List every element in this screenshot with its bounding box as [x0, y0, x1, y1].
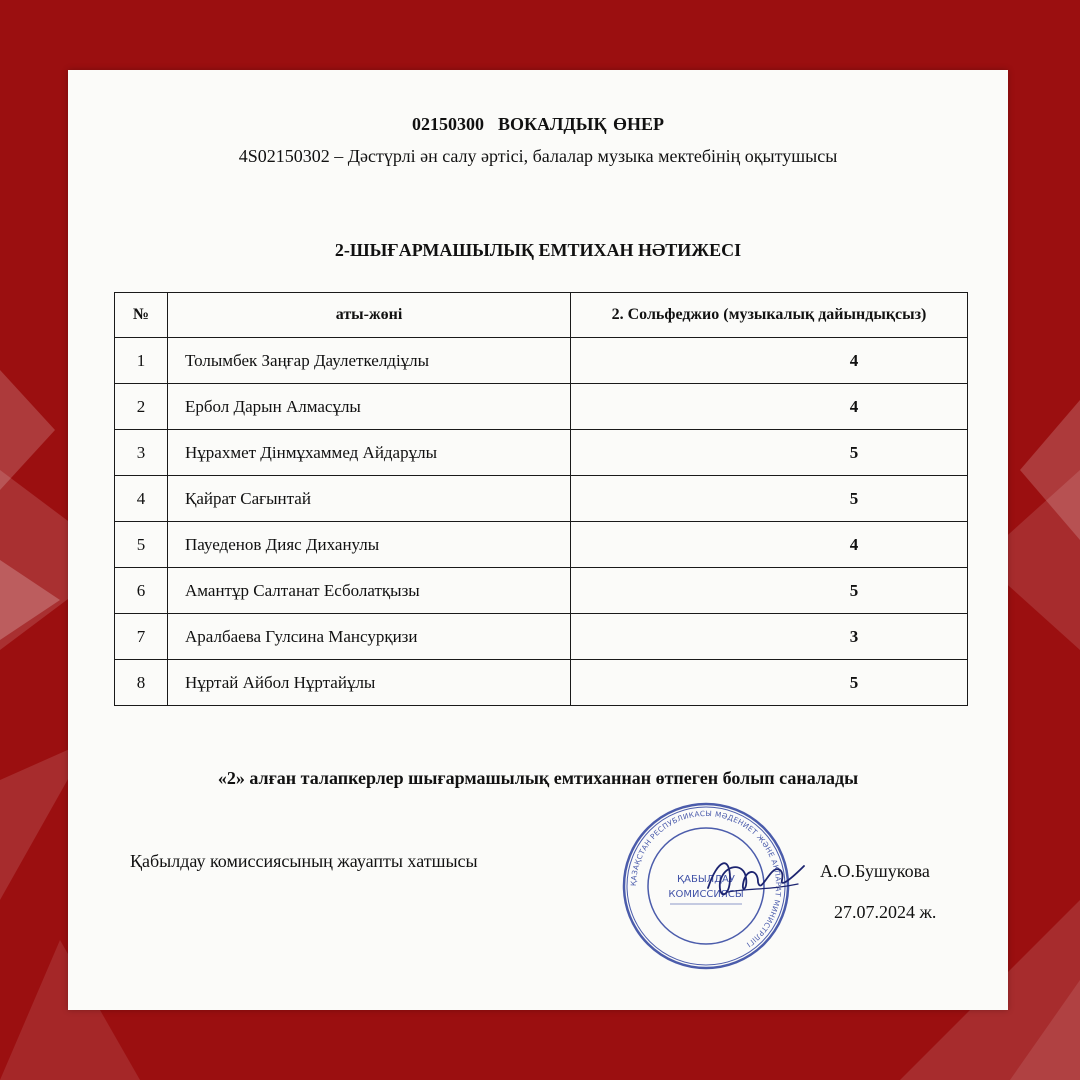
row-number: 5	[115, 522, 168, 568]
student-name: Нұрахмет Дінмұхаммед Айдарұлы	[168, 430, 571, 476]
document-page	[68, 70, 1008, 1010]
score: 4	[571, 338, 968, 384]
table-row	[115, 568, 968, 614]
header-full-name: аты-жөні	[168, 293, 571, 338]
row-number: 6	[115, 568, 168, 614]
score: 3	[571, 614, 968, 660]
score: 5	[571, 476, 968, 522]
stamp-center-line-2: КОМИССИЯСЫ	[668, 889, 744, 900]
student-name: Аралбаева Гулсина Мансурқизи	[168, 614, 571, 660]
score: 5	[571, 430, 968, 476]
table-header-row	[115, 293, 968, 338]
handwritten-signature-icon	[700, 848, 810, 908]
row-number: 2	[115, 384, 168, 430]
header-solfeggio: 2. Сольфеджио (музыкалық дайындықсыз)	[571, 293, 968, 338]
row-number: 1	[115, 338, 168, 384]
results-table	[114, 292, 968, 706]
score: 4	[571, 522, 968, 568]
table-row	[115, 476, 968, 522]
table-row	[115, 614, 968, 660]
row-number: 8	[115, 660, 168, 706]
row-number: 4	[115, 476, 168, 522]
failing-grade-note: «2» алған талапкерлер шығармашылық емтиханнан өтпеген болып саналады	[217, 768, 859, 788]
table-row	[115, 660, 968, 706]
student-name: Амантұр Салтанат Есболатқызы	[168, 568, 571, 614]
student-name: Ербол Дарын Алмасұлы	[168, 384, 571, 430]
row-number: 3	[115, 430, 168, 476]
table-row	[115, 522, 968, 568]
document-title: 2-ШЫҒАРМАШЫЛЫҚ ЕМТИХАН НӘТИЖЕСІ	[334, 240, 742, 260]
table-row	[115, 384, 968, 430]
score: 5	[571, 568, 968, 614]
program-code: 02150300	[411, 114, 484, 134]
header-number: №	[115, 293, 168, 338]
score: 5	[571, 660, 968, 706]
table-row	[115, 430, 968, 476]
program-name: ВОКАЛДЫҚ ӨНЕР	[497, 114, 665, 134]
program-heading	[68, 114, 1008, 135]
table-row	[115, 338, 968, 384]
signatory-role: Қабылдау комиссиясының жауапты хатшысы	[130, 851, 478, 871]
student-name: Нұртай Айбол Нұртайұлы	[168, 660, 571, 706]
score: 4	[571, 384, 968, 430]
qualification-line: 4S02150302 – Дәстүрлі ән салу әртісі, балалар музыка мектебінің оқытушысы	[238, 146, 838, 166]
stamp-center-line-1: ҚАБЫЛДАУ	[677, 874, 735, 885]
stamp-outer-text: ҚАЗАҚСТАН РЕСПУБЛИКАСЫ МӘДЕНИЕТ ЖӘНЕ АҚПАРАТ МИНИСТРЛІГІ	[628, 808, 784, 950]
student-name: Толымбек Заңғар Даулеткелдіұлы	[168, 338, 571, 384]
student-name: Қайрат Сағынтай	[168, 476, 571, 522]
row-number: 7	[115, 614, 168, 660]
student-name: Пауеденов Дияс Диханулы	[168, 522, 571, 568]
signature-date: 27.07.2024 ж.	[834, 902, 937, 922]
signatory-name: А.О.Бушукова	[820, 861, 930, 881]
